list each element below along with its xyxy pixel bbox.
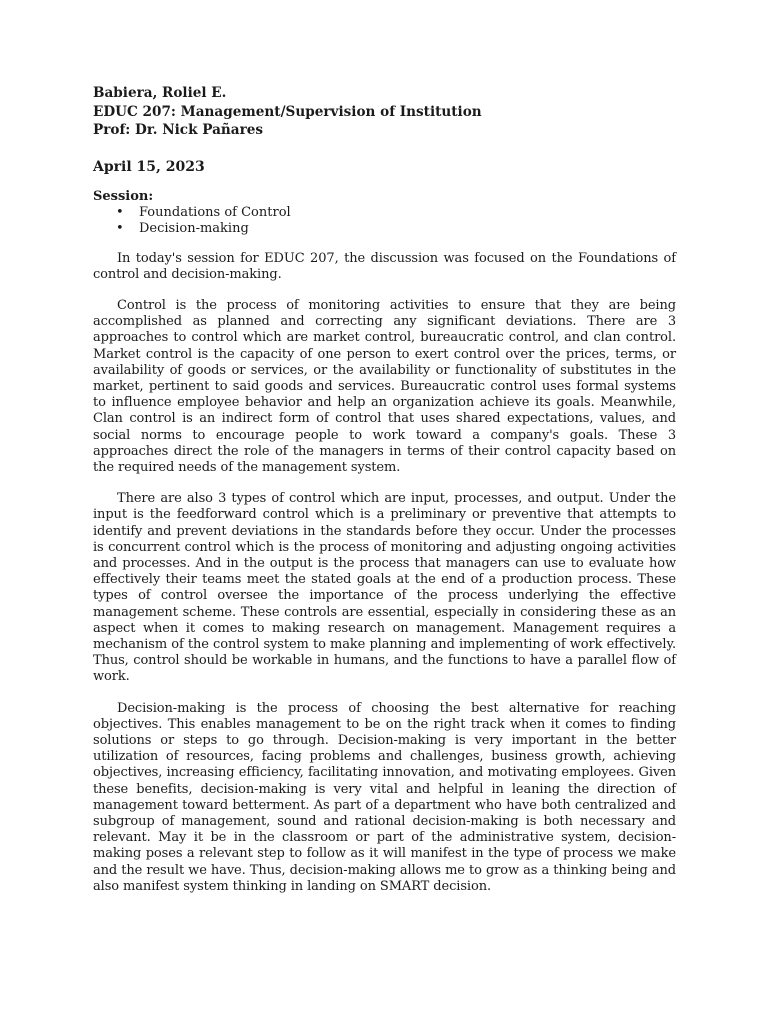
session-label: Session: bbox=[93, 188, 154, 204]
body-paragraph-decision-making: Decision-making is the process of choosing the best alternative for reaching objectives. This enables management to be on the right track when it comes to finding solutions or steps to go through. Decision-making is very important in the better utilization of resources, facing problems and challenges, business growth, achieving objectives, increasing efficiency, facilitating innovation, and motivating employees. Given these benefits, decision-making is very vital and helpful in leaning the direction of management toward betterment. As part of a department who have both centralized and subgroup of management, sound and rational decision-making is both necessary and relevant. May it be in the classroom or part of the administrative system, decision-making poses a relevant step to follow as it will manifest in the type of process we make and the result we have. Thus, decision-making allows me to grow as a thinking being and also manifest system thinking in landing on SMART decision. bbox=[93, 700, 676, 894]
session-topic bbox=[93, 221, 676, 238]
course-title: EDUC 207: Management/Supervision of Institution bbox=[93, 103, 482, 120]
session-topic bbox=[93, 205, 676, 222]
body-paragraph-intro: In today's session for EDUC 207, the discussion was focused on the Foundations of control and decision-making. bbox=[93, 250, 676, 282]
session-date: April 15, 2023 bbox=[93, 158, 205, 175]
session-topic-text: Foundations of Control bbox=[139, 204, 291, 220]
session-topics-list bbox=[93, 205, 676, 238]
session-topic-text: Decision-making bbox=[139, 221, 249, 236]
student-name: Babiera, Roliel E. bbox=[93, 85, 227, 101]
body-paragraph-control-types: There are also 3 types of control which are input, processes, and output. Under the input is the feedforward control which is a preliminary or preventive that attempts to identify and prevent deviations in the standards before they occur. Under the processes is concurrent control which is the process of monitoring and adjusting ongoing activities and processes. And in the output is the process that managers can use to evaluate how effectively their teams meet the stated goals at the end of a production process. These types of control oversee the importance of the process underlying the effective management scheme. These controls are essential, especially in considering these as an aspect when it comes to making research on management. Management requires a mechanism of the control system to make planning and implementing of work effectively. Thus, control should be workable in humans, and the functions to have a parallel flow of work. bbox=[93, 491, 676, 685]
document-page bbox=[93, 84, 676, 895]
bullet-icon: • bbox=[116, 204, 124, 220]
body-paragraph-control: Control is the process of monitoring activities to ensure that they are being accomplished as planned and correcting any significant deviations. There are 3 approaches to control which are market control, bureaucratic control, and clan control. Market control is the capacity of one person to exert control over the prices, terms, or availability of goods or services, or the availability or functionality of substitutes in the market, pertinent to said goods and services. Bureaucratic control uses formal systems to influence employee behavior and help an organization achieve its goals. Meanwhile, Clan control is an indirect form of control that uses shared expectations, values, and social norms to encourage people to work toward a company's goals. These 3 approaches direct the role of the managers in terms of their control capacity based on the required needs of the management system. bbox=[93, 297, 676, 475]
bullet-icon: • bbox=[116, 221, 124, 236]
professor-name: Prof: Dr. Nick Pañares bbox=[93, 122, 264, 138]
